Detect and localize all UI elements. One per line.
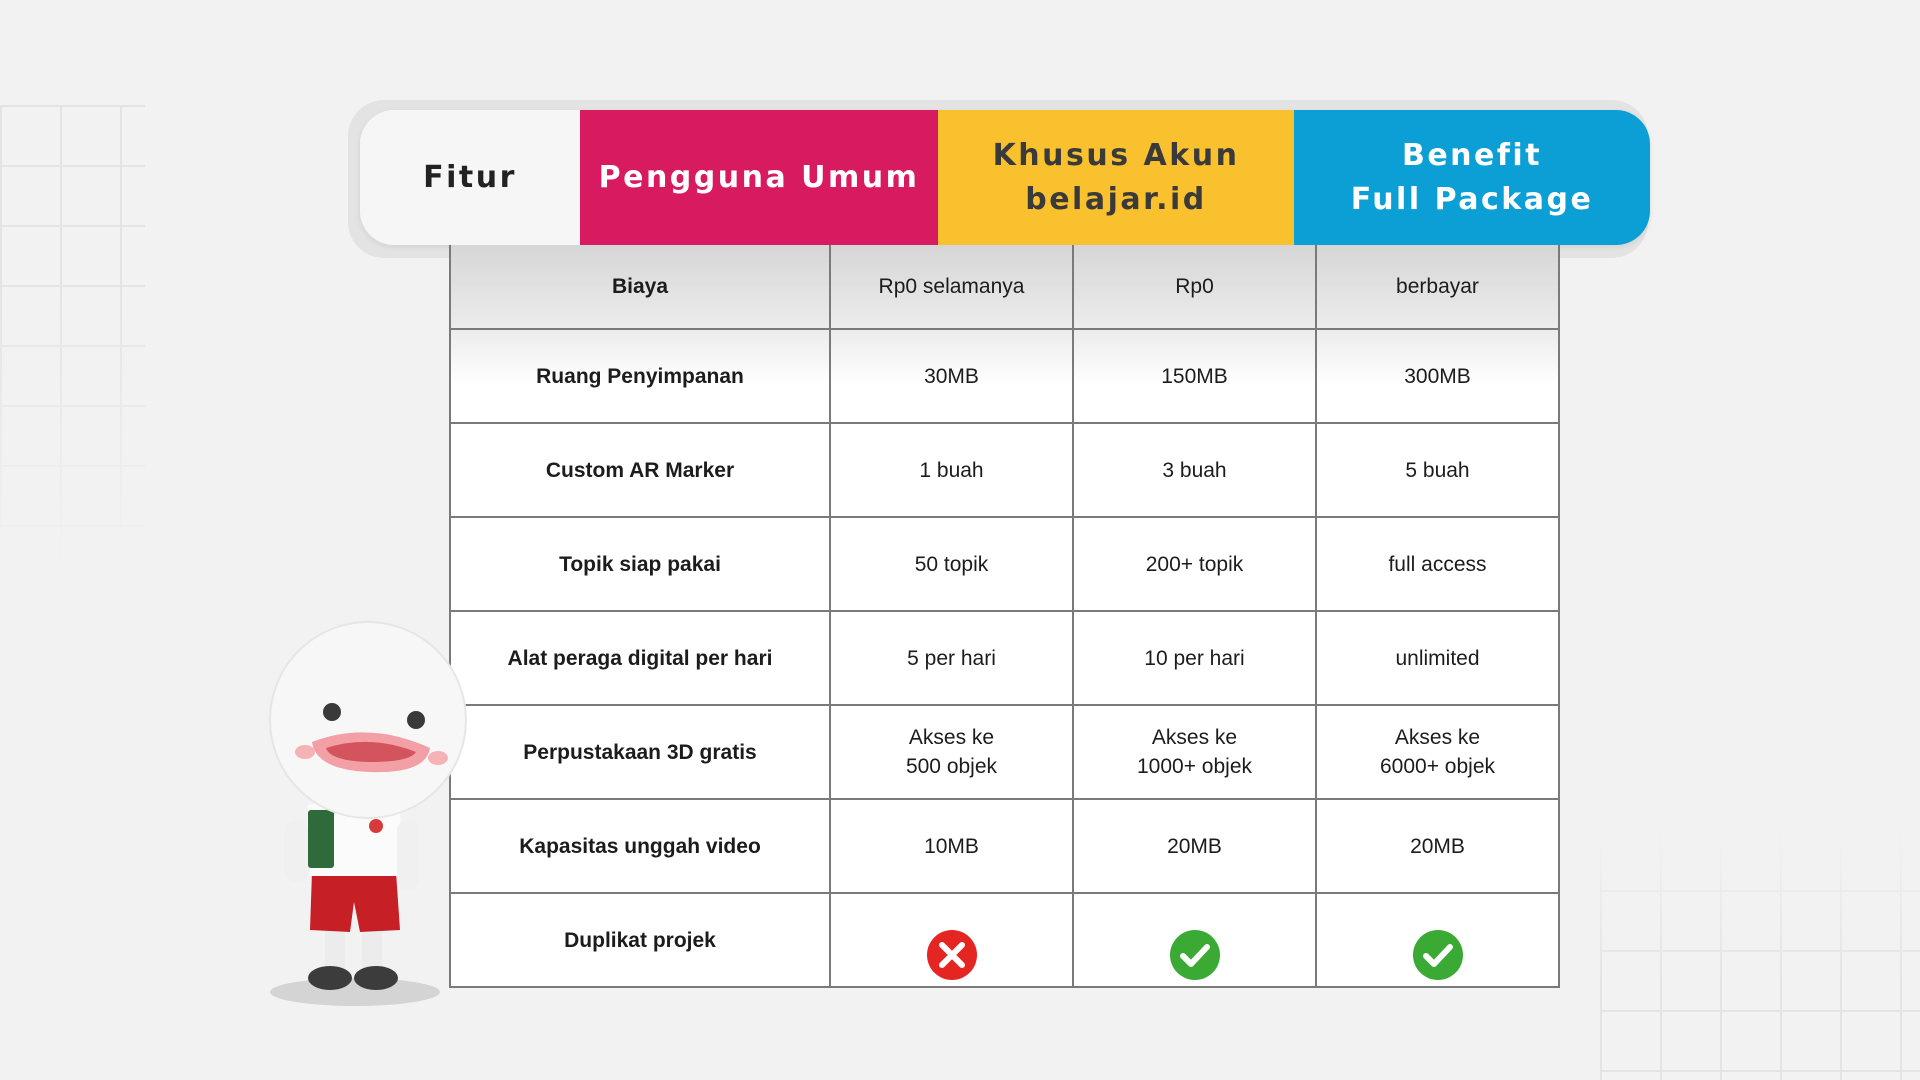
header-full-package: Benefit Full Package (1294, 110, 1650, 245)
value-cell-umum: Akses ke 500 objek (830, 705, 1073, 799)
feature-cell: Alat peraga digital per hari (450, 611, 830, 705)
value-cell-umum (830, 893, 1073, 987)
header-fitur: Fitur (360, 110, 580, 245)
feature-cell: Custom AR Marker (450, 423, 830, 517)
table-row (450, 329, 1559, 423)
table-row (450, 245, 1559, 329)
value-cell-umum: Rp0 selamanya (830, 245, 1073, 329)
value-cell-full: full access (1316, 517, 1559, 611)
value-cell-umum: 50 topik (830, 517, 1073, 611)
cross-icon (926, 929, 978, 981)
table-row (450, 705, 1559, 799)
value-cell-full: berbayar (1316, 245, 1559, 329)
background-grid-right (1600, 830, 1920, 1080)
comparison-table (449, 245, 1560, 988)
table-row (450, 799, 1559, 893)
value-cell-akun: 3 buah (1073, 423, 1316, 517)
value-cell-full: 20MB (1316, 799, 1559, 893)
value-cell-full: unlimited (1316, 611, 1559, 705)
mascot-illustration (250, 620, 490, 1010)
table-row (450, 423, 1559, 517)
check-icon (1169, 929, 1221, 981)
check-icon (1412, 929, 1464, 981)
value-cell-akun: 150MB (1073, 329, 1316, 423)
feature-cell: Perpustakaan 3D gratis (450, 705, 830, 799)
value-cell-full: 300MB (1316, 329, 1559, 423)
background-grid-left (0, 105, 145, 565)
value-cell-umum: 10MB (830, 799, 1073, 893)
table-row (450, 611, 1559, 705)
value-cell-akun: 20MB (1073, 799, 1316, 893)
feature-cell: Kapasitas unggah video (450, 799, 830, 893)
table-row (450, 893, 1559, 987)
feature-cell: Topik siap pakai (450, 517, 830, 611)
value-cell-umum: 30MB (830, 329, 1073, 423)
value-cell-umum: 5 per hari (830, 611, 1073, 705)
value-cell-akun: Akses ke 1000+ objek (1073, 705, 1316, 799)
value-cell-umum: 1 buah (830, 423, 1073, 517)
comparison-header (360, 110, 1650, 245)
value-cell-akun: 10 per hari (1073, 611, 1316, 705)
header-khusus-akun: Khusus Akun belajar.id (938, 110, 1294, 245)
value-cell-akun (1073, 893, 1316, 987)
header-pengguna-umum: Pengguna Umum (580, 110, 938, 245)
feature-cell: Biaya (450, 245, 830, 329)
value-cell-full: 5 buah (1316, 423, 1559, 517)
value-cell-akun: 200+ topik (1073, 517, 1316, 611)
feature-cell: Duplikat projek (450, 893, 830, 987)
value-cell-akun: Rp0 (1073, 245, 1316, 329)
value-cell-full: Akses ke 6000+ objek (1316, 705, 1559, 799)
value-cell-full (1316, 893, 1559, 987)
table-row (450, 517, 1559, 611)
feature-cell: Ruang Penyimpanan (450, 329, 830, 423)
